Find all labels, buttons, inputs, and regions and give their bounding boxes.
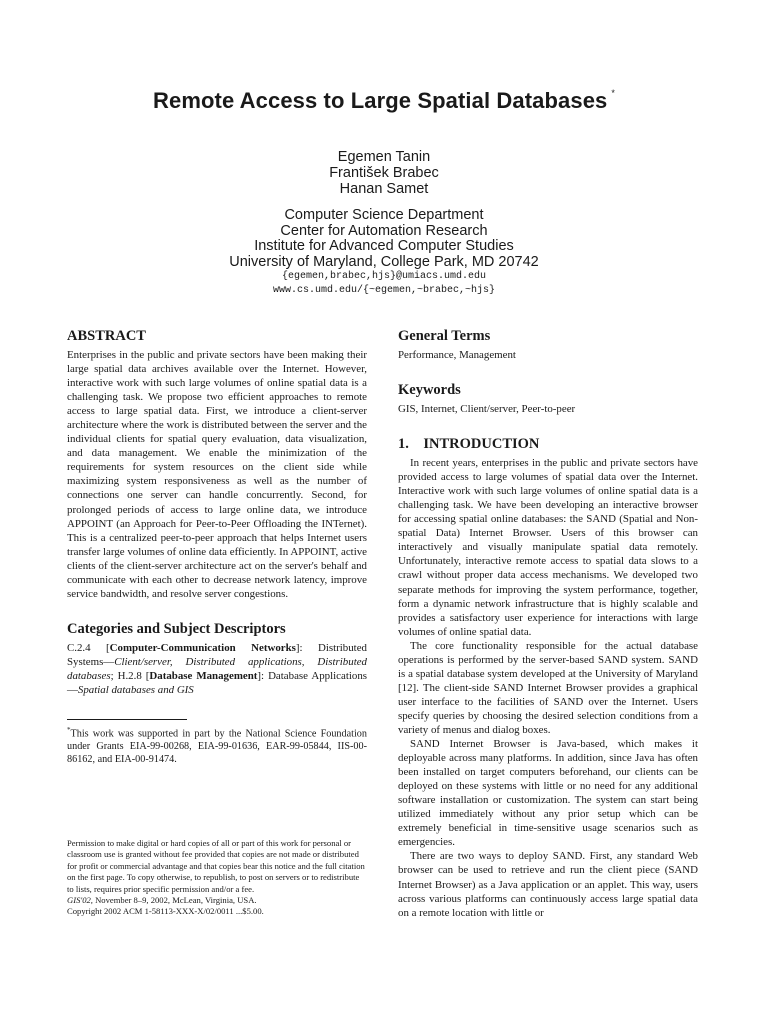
ccs-category: Computer-Communication Networks [109,641,296,654]
abstract-heading: ABSTRACT [67,328,146,344]
footnote-text: This work was supported in part by the National Science Foundation under Grants EIA-99-00268, EIA-99-01636, EAR-99-05844, IIS-00-86162, and EIA-00-91474. [67,728,367,766]
author-list [0,149,768,197]
contact-info [0,270,768,298]
author-name: František Brabec [329,165,439,181]
ccs-code: C.2.4 [67,641,91,654]
affiliation-line: University of Maryland, College Park, MD 20742 [229,253,539,270]
general-terms-heading: General Terms [398,328,491,344]
conference-date-location: November 8–9, 2002, McLean, Virginia, USA. [92,895,257,906]
author-name: Egemen Tanin [337,149,431,165]
author-name: Hanan Samet [339,181,429,197]
affiliation-line: Center for Automation Research [280,222,488,239]
ccs-descriptors: Spatial databases and GIS [77,683,194,696]
intro-paragraph: There are two ways to deploy SAND. First, any standard Web browser can be used to retrieve and run the client piece (SAND Internet Browser) as a Java application or an applet. This way, users across various platforms can continuously access large spatial data on a remote location with little or [398,850,698,919]
footnote-rule [67,719,187,720]
affiliation [0,208,768,270]
funding-footnote [67,724,367,766]
abstract-text: Enterprises in the public and private sectors have been making their large spatial data archives available over the Internet. However, interactive work with such large volumes of online spatial data is a challenging task. We propose two efficient approaches to remote access to large spatial data. First, we introduce a client-server architecture where the work is distributed between the server and the individual clients for spatial query evaluation, data visualization, and data management. We enable the minimization of the requirements for system resources on the client side while maximizing system responsiveness as well as the number of connections one server can handle concurrently. Second, for prolonged periods of access to large online data, we introduce APPOINT (an Approach for Peer-to-Peer Offloading the INTernet). This is a centralized peer-to-peer approach that helps Internet users transfer large volumes of online data efficiently. In APPOINT, active clients of the client-server architecture act on the server's behalf and communicate with each other to decrease network latency, improve service bandwidth, and resolve server congestions. [67,349,367,600]
general-terms-text: Performance, Management [398,349,516,361]
ccs-subcategory: Database Applications— [67,669,367,696]
web-addresses: www.cs.umd.edu/{~egemen,~brabec,~hjs} [272,285,496,296]
categories-heading: Categories and Subject Descriptors [67,620,286,637]
ccs-descriptors: Client/server, Distributed applications, Distributed databases [67,655,367,682]
introduction-heading: 1. INTRODUCTION [398,436,540,453]
intro-paragraph: SAND Internet Browser is Java-based, which makes it deployable across many platforms. In addition, since Java has often been installed on target computers beforehand, our clients can be deployed on these systems with little or no need for any additional software installation or customization. The system can start being utilized immediately without any prior setup which can be extremely beneficial in time-sensitive usage scenarios such as emergencies. [398,738,698,849]
title-footnote-mark: * [611,87,615,98]
ccs-subcategory: Distributed Systems— [67,641,367,668]
intro-paragraph: In recent years, enterprises in the public and private sectors have provided access to large volumes of spatial data over the Internet. Interactive work with such large volumes of online spatial data is a challenging task. We have been developing an interactive browser for accessing spatial online databases: the SAND (Spatial and Non-spatial Data) Internet Browser. Users of this browser can interactively and visually manipulate spatial data remotely. Unfortunately, interactive remote access to spatial data slows to a crawl without proper data access mechanisms. We developed two separate methods for improving the system performance, together, form a dynamic network infrastructure that is highly scalable and provides a satisfactory user experience for interactions with large volumes of online spatial data. [398,457,698,638]
intro-paragraph: The core functionality responsible for the actual database operations is performed by the server-based SAND system. SAND is a spatial database system developed at the University of Maryland [12]. The client-side SAND Internet Browser provides a graphical user interface to the facilities of SAND over the Internet. Users specify queries by choosing the desired selection conditions from a variety of menus and dialog boxes. [398,639,698,736]
conference-info [67,895,367,906]
affiliation-line: Institute for Advanced Computer Studies [254,238,514,255]
title-text: Remote Access to Large Spatial Databases [153,88,608,113]
right-column [398,326,698,920]
ccs-code: H.2.8 [117,669,142,682]
keywords-heading: Keywords [398,382,461,399]
footnote-mark: * [67,726,71,735]
footnote-block [67,719,367,766]
conference-name: GIS'02, [67,895,93,906]
left-column [67,326,367,917]
categories-text: C.2.4 [Computer-Communication Networks]: Distributed Systems—Client/server, Distributed applications, Distributed databases; H.2.8 [Database Management]: Database Applications—Spatial databases and GIS [67,641,367,696]
email-addresses: {egemen,brabec,hjs}@umiacs.umd.edu [281,271,487,282]
affiliation-line: Computer Science Department [284,207,484,223]
copyright-notice: Copyright 2002 ACM 1-58113-XXX-X/02/0011 ...$5.00. [67,906,264,917]
permission-block [67,838,367,918]
permission-notice: Permission to make digital or hard copies of all or part of this work for personal or classroom use is granted without fee provided that copies are not made or distributed for profit or commercial advantage and that copies bear this notice and the full citation on the first page. To copy otherwise, to republish, to post on servers or to redistribute to lists, requires prior specific permission and/or a fee. [67,838,365,894]
keywords-text: GIS, Internet, Client/server, Peer-to-peer [398,403,576,416]
ccs-category: Database Management [149,669,258,682]
paper-title [0,88,768,114]
